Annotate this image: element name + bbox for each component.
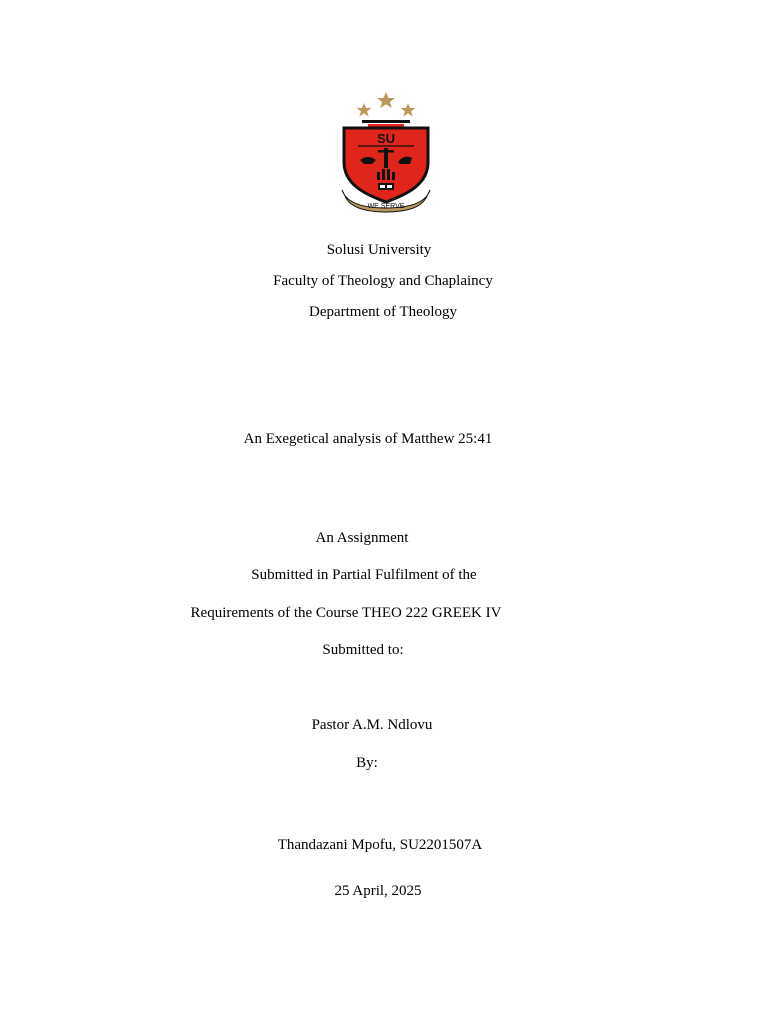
svg-text:SU: SU	[376, 131, 396, 146]
submission-date: 25 April, 2025	[334, 883, 422, 899]
submission-statement-line2: Requirements of the Course THEO 222 GREEK IV	[190, 605, 502, 621]
assignment-label: An Assignment	[315, 530, 409, 546]
star-center-icon	[377, 92, 395, 108]
department-name: Department of Theology	[308, 304, 458, 320]
motto-text: WE SERVE	[367, 203, 405, 210]
faculty-name: Faculty of Theology and Chaplaincy	[273, 273, 493, 289]
star-left-icon	[357, 103, 372, 117]
author-name-id: Thandazani Mpofu, SU2201507A	[277, 837, 483, 853]
document-title: An Exegetical analysis of Matthew 25:41	[243, 431, 493, 447]
submission-statement-line1: Submitted in Partial Fulfilment of the	[251, 567, 477, 583]
recipient-name: Pastor A.M. Ndlovu	[311, 717, 433, 733]
star-right-icon	[401, 103, 416, 117]
submitted-to-label: Submitted to:	[322, 642, 404, 658]
by-label: By:	[356, 755, 378, 771]
university-name: Solusi University	[326, 242, 432, 258]
university-crest-logo	[338, 90, 434, 214]
